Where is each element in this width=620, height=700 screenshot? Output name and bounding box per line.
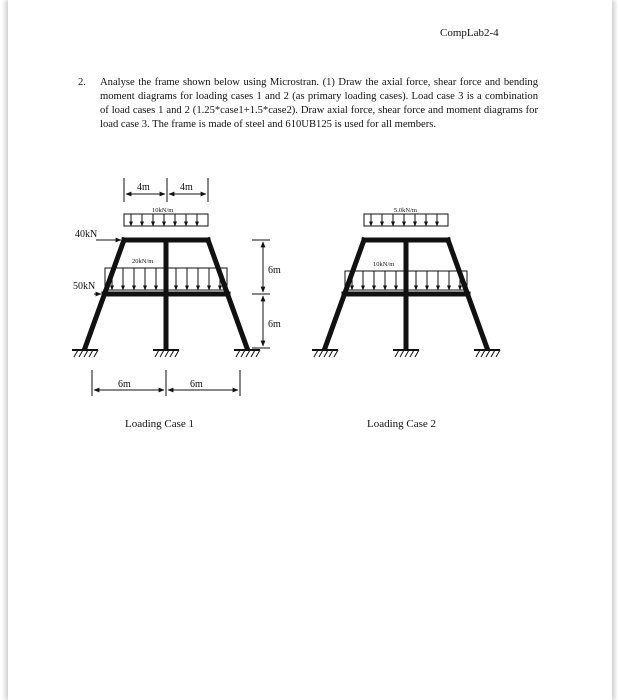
caption-case-2: Loading Case 2 xyxy=(367,418,437,430)
dim-label-top-right: 4m xyxy=(180,182,193,193)
udl-arrows-top xyxy=(131,214,197,226)
frame-case-1 xyxy=(72,178,281,430)
udl-block-top xyxy=(124,214,208,226)
udl-label-top-case2: 5.0kN/m xyxy=(394,207,417,214)
point-load-label-top: 40kN xyxy=(75,229,98,240)
dim-label-base-left: 6m xyxy=(118,379,131,390)
udl-block-top-case2 xyxy=(364,214,448,226)
dim-label-base-right: 6m xyxy=(190,379,203,390)
frame-members-1 xyxy=(85,240,247,348)
point-load-label-mid: 50kN xyxy=(73,281,96,292)
dim-label-height-lower: 6m xyxy=(268,319,281,330)
fixed-supports-2 xyxy=(312,350,500,357)
frame-members-2 xyxy=(325,240,487,348)
page-header: CompLab2-4 xyxy=(440,27,499,39)
fixed-supports-1 xyxy=(72,350,260,357)
question-number: 2. xyxy=(78,77,86,88)
question-text: Analyse the frame shown below using Microstran. (1) Draw the axial force, shear force and bending moment diagrams for loading cases 1 and 2 (as primary loading cases). Load case 3 is a combination of load cases 1 and 2 (1.25*case1+1.5*case2). Draw axial force, shear force and moment diagrams for load case 3. The frame is made of steel and 610UB125 is used for all members. xyxy=(100,77,538,130)
udl-arrows-top-case2 xyxy=(371,214,437,226)
udl-label-mid-case2: 10kN/m xyxy=(373,261,395,268)
udl-label-top: 10kN/m xyxy=(152,207,174,214)
udl-label-mid: 20kN/m xyxy=(132,258,154,265)
caption-case-1: Loading Case 1 xyxy=(125,418,195,430)
dim-label-top-left: 4m xyxy=(137,182,150,193)
dim-label-height-upper: 6m xyxy=(268,265,281,276)
frame-case-2 xyxy=(312,207,500,430)
